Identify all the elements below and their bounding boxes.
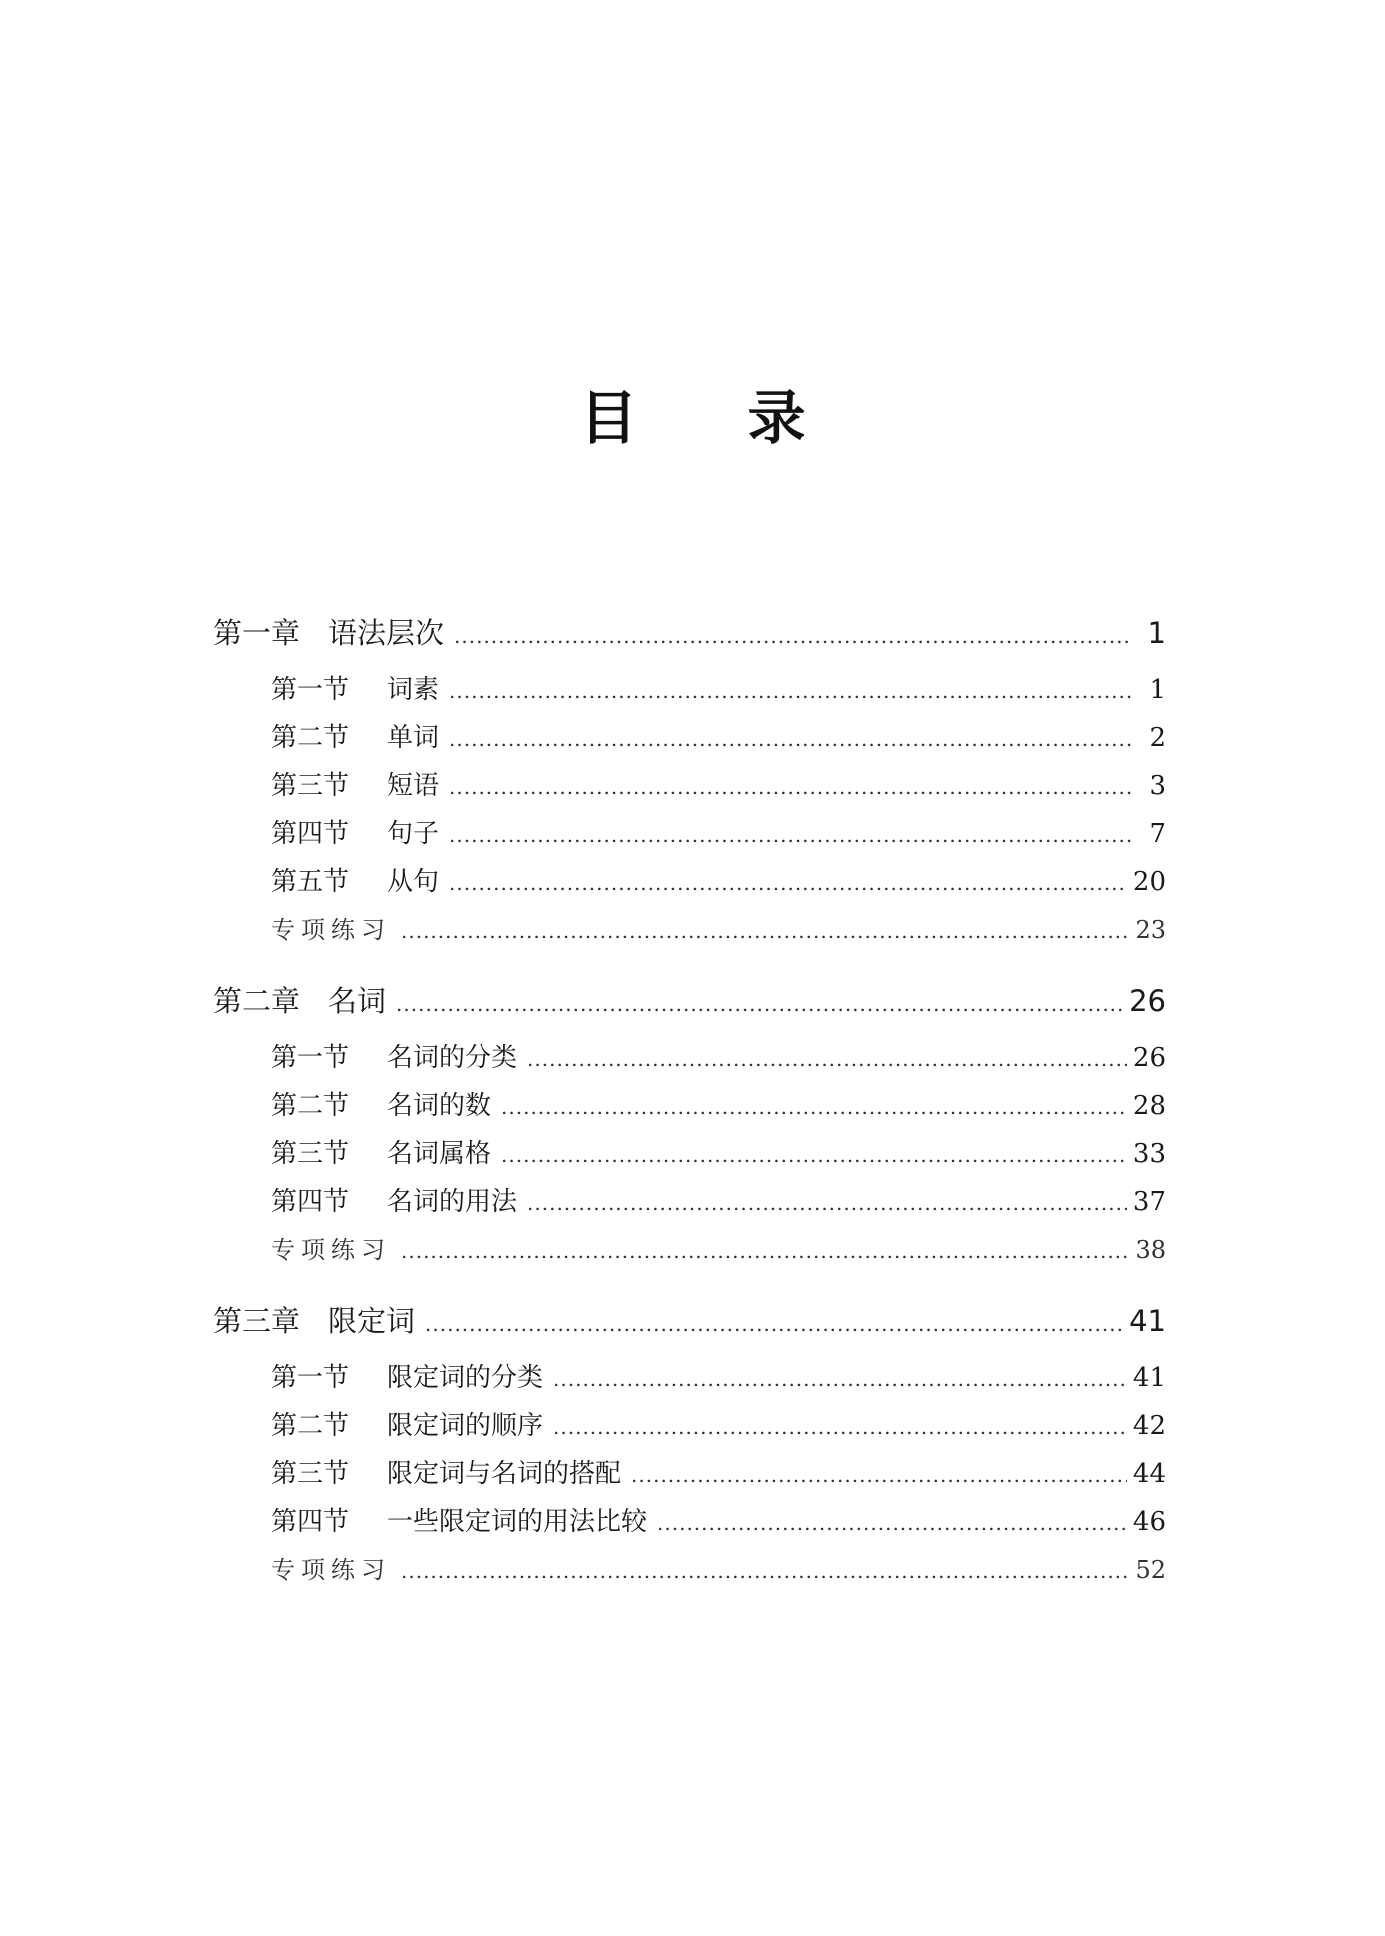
page-number: 7: [1149, 819, 1166, 849]
page-number: 41: [1132, 1363, 1166, 1393]
toc-section[interactable]: [213, 762, 1166, 810]
chapter-title: 语法层次: [328, 616, 445, 650]
page-number: 37: [1132, 1187, 1166, 1217]
toc-practice[interactable]: [213, 906, 1166, 954]
page-number: 44: [1132, 1459, 1166, 1489]
dot-leader: [401, 1547, 1129, 1595]
section-title: 名词的分类: [387, 1043, 518, 1073]
section-title: 一些限定词的用法比较: [387, 1507, 648, 1537]
section-number: 第三节: [271, 771, 350, 801]
page-number: 38: [1135, 1236, 1166, 1264]
practice-title: 专项练习: [271, 1236, 391, 1264]
practice-title: 专项练习: [271, 916, 391, 944]
dot-leader: [449, 763, 1132, 811]
page-number: 28: [1132, 1091, 1166, 1121]
page-number: 42: [1132, 1411, 1166, 1441]
section-number: 第二节: [271, 1091, 350, 1121]
dot-leader: [501, 1131, 1127, 1179]
toc-section[interactable]: [213, 858, 1166, 906]
section-number: 第二节: [271, 1411, 350, 1441]
dot-leader: [401, 1227, 1129, 1275]
section-title: 限定词的分类: [387, 1363, 544, 1393]
toc-section[interactable]: [213, 1130, 1166, 1178]
section-number: 第三节: [271, 1139, 350, 1169]
toc-section[interactable]: [213, 1450, 1166, 1498]
section-title: 句子: [387, 819, 440, 849]
dot-leader: [657, 1499, 1127, 1547]
dot-leader: [501, 1083, 1127, 1131]
dot-leader: [449, 859, 1127, 907]
section-title: 短语: [387, 771, 440, 801]
toc-section[interactable]: [213, 810, 1166, 858]
dot-leader: [527, 1035, 1127, 1083]
dot-leader: [631, 1451, 1127, 1499]
page-number: 1: [1147, 616, 1166, 650]
section-number: 第一节: [271, 1043, 350, 1073]
dot-leader: [553, 1403, 1127, 1451]
toc-chapter[interactable]: [213, 976, 1166, 1026]
table-of-contents: [213, 608, 1166, 1594]
page-number: 26: [1129, 984, 1166, 1018]
toc-section[interactable]: [213, 1354, 1166, 1402]
toc-section[interactable]: [213, 1402, 1166, 1450]
section-number: 第四节: [271, 1507, 350, 1537]
page-number: 52: [1135, 1556, 1166, 1584]
spacer: [213, 954, 1166, 976]
toc-section[interactable]: [213, 1498, 1166, 1546]
section-number: 第二节: [271, 723, 350, 753]
section-title: 单词: [387, 723, 440, 753]
section-number: 第五节: [271, 867, 350, 897]
page-number: 33: [1132, 1139, 1166, 1169]
section-number: 第四节: [271, 819, 350, 849]
chapter-title: 限定词: [328, 1304, 416, 1338]
chapter-number: 第三章: [213, 1304, 301, 1338]
section-number: 第三节: [271, 1459, 350, 1489]
dot-leader: [553, 1355, 1127, 1403]
page-number: 41: [1129, 1304, 1166, 1338]
dot-leader: [396, 979, 1123, 1029]
practice-title: 专项练习: [271, 1556, 391, 1584]
toc-section[interactable]: [213, 1034, 1166, 1082]
section-title: 限定词与名词的搭配: [387, 1459, 622, 1489]
page-number: 1: [1149, 675, 1166, 705]
section-title: 名词的用法: [387, 1187, 518, 1217]
page-number: 2: [1149, 723, 1166, 753]
chapter-number: 第二章: [213, 984, 301, 1018]
dot-leader: [449, 667, 1132, 715]
dot-leader: [454, 611, 1132, 661]
dot-leader: [449, 811, 1132, 859]
section-number: 第一节: [271, 675, 350, 705]
page-number: 46: [1132, 1507, 1166, 1537]
toc-section[interactable]: [213, 1178, 1166, 1226]
section-title: 词素: [387, 675, 440, 705]
page-number: 3: [1149, 771, 1166, 801]
page-title: 目录: [579, 384, 916, 452]
toc-practice[interactable]: [213, 1546, 1166, 1594]
dot-leader: [527, 1179, 1127, 1227]
section-number: 第一节: [271, 1363, 350, 1393]
section-title: 限定词的顺序: [387, 1411, 544, 1441]
dot-leader: [425, 1299, 1123, 1349]
section-title: 名词的数: [387, 1091, 492, 1121]
section-number: 第四节: [271, 1187, 350, 1217]
section-title: 名词属格: [387, 1139, 492, 1169]
page-number: 23: [1135, 916, 1166, 944]
spacer: [213, 1274, 1166, 1296]
dot-leader: [401, 907, 1129, 955]
page-number: 26: [1132, 1043, 1166, 1073]
toc-chapter[interactable]: [213, 1296, 1166, 1346]
chapter-number: 第一章: [213, 616, 301, 650]
toc-section[interactable]: [213, 1082, 1166, 1130]
toc-section[interactable]: [213, 666, 1166, 714]
section-title: 从句: [387, 867, 440, 897]
toc-chapter[interactable]: [213, 608, 1166, 658]
page-number: 20: [1132, 867, 1166, 897]
toc-practice[interactable]: [213, 1226, 1166, 1274]
chapter-title: 名词: [328, 984, 387, 1018]
dot-leader: [449, 715, 1132, 763]
toc-section[interactable]: [213, 714, 1166, 762]
